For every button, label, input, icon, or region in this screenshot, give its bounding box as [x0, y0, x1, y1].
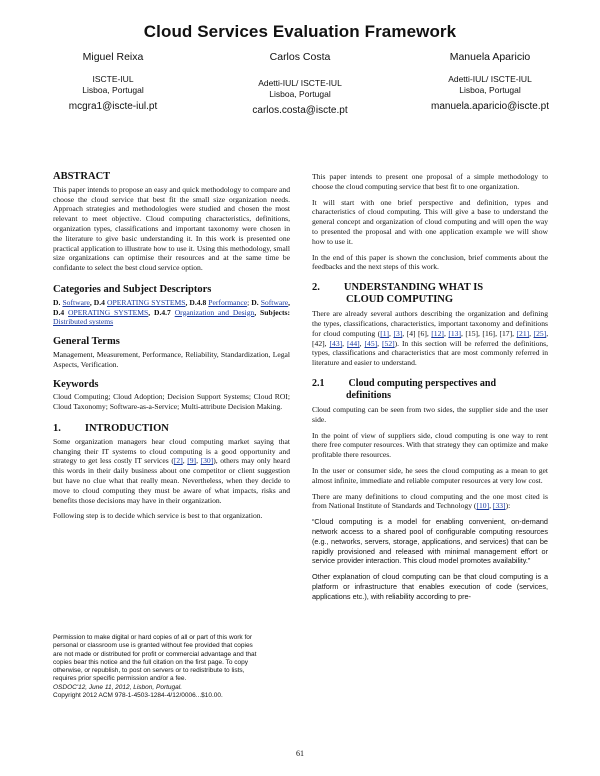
permission-notice: Permission to make digital or hard copies of all or part of this work for personal or classroom use is granted without fee provided that copies are not made or distributed for profit or commercial advantage and that copies bear this notice and the full citation on the first page. To copy otherwise, or republish, to post on servers or to redistribute to lists, requires prior specific permission and/or a fee. OSDOC'12, June 11, 2012, Lisbon, Portugal. Copyright 2012 ACM 978-1-4503-1284-4/12/0006...$10.00.	[53, 634, 290, 700]
author-affiliation: ISCTE-IUL	[92, 74, 134, 84]
citation-link[interactable]: [9]	[187, 456, 197, 466]
left-column	[53, 172, 290, 527]
citation-link[interactable]: [30]	[200, 456, 214, 466]
citation-link[interactable]: [12]	[431, 328, 444, 338]
category-link[interactable]: OPERATING SYSTEMS	[68, 307, 149, 317]
author-affiliation: Adetti-IUL/ ISCTE-IUL	[448, 74, 532, 84]
category-link[interactable]: Distributed systems	[53, 317, 114, 327]
body-paragraph: There are already several authors describing the organization and defining the types, classifications, characteristics, important taxonomy and definitions for cloud computing ([1], [3], [4] [6], [12], [13], [15], [16], [17], [21], [25], [42], [43], [44], [45], [52]). In this section will be referred the definitions, types, classifications and characteristics that are most commonly referred in literature and easier to understand.	[312, 309, 549, 368]
categories-text: D. Software, D.4 OPERATING SYSTEMS, D.4.8 Performance; D. Software, D.4 OPERATING SYSTEMS, D.4.7 Organization and Design, Subjects: Distributed systems	[53, 297, 291, 327]
author-name: Carlos Costa	[269, 51, 331, 63]
abstract-text: This paper intends to propose an easy and quick methodology to compare and choose the cloud service that best fit the small size organization needs. Approach strategies and methodologies were studied and chosen the most relevant to meet objective. Cloud computing characteristics, definitions, organization types, classifications and important taxonomy were chosen in the literature to give basic understanding it. In this work is presented one practical application to illustrate how to use it. Using this methodology, small size organizations can optimise their resources and at the same time be confidante to select the best cloud service option.	[53, 184, 290, 273]
citation-link[interactable]: [1]	[380, 328, 390, 338]
author-name: Manuela Aparicio	[449, 51, 531, 63]
citation-link[interactable]: [45]	[364, 338, 378, 348]
citation-link[interactable]: [10]	[476, 501, 490, 511]
author-location: Lisboa, Portugal	[82, 85, 144, 95]
body-paragraph: There are many definitions to cloud computing and the one most cited is from National Institute of Standards and Technology ([10], [33]):	[312, 491, 548, 511]
category-link[interactable]: OPERATING SYSTEMS	[107, 297, 186, 307]
categories-heading: Categories and Subject Descriptors	[53, 283, 212, 295]
category-link[interactable]: Software	[260, 297, 289, 307]
abstract-heading: ABSTRACT	[53, 171, 111, 182]
keywords-heading: Keywords	[53, 378, 99, 390]
citation-link[interactable]: [2]	[173, 456, 183, 466]
category-link[interactable]: Organization and Design	[174, 307, 255, 317]
body-paragraph: In the end of this paper is shown the conclusion, brief comments about the feedbacks and the next steps of this work.	[312, 252, 548, 272]
author-block-3	[410, 51, 570, 112]
citation-link[interactable]: [3]	[393, 328, 403, 338]
page-number: 61	[296, 749, 304, 758]
citation-link[interactable]: [33]	[492, 501, 506, 511]
category-link[interactable]: Software	[62, 297, 90, 307]
category-link[interactable]: Performance	[208, 297, 248, 307]
paper-title: Cloud Services Evaluation Framework	[143, 22, 457, 41]
citation-link[interactable]: [44]	[347, 338, 360, 348]
author-email: mcgra1@iscte-iul.pt	[68, 101, 158, 112]
author-block-2	[225, 51, 375, 116]
right-column	[312, 172, 548, 608]
author-location: Lisboa, Portugal	[269, 89, 331, 99]
author-affiliation: Adetti-IUL/ ISCTE-IUL	[258, 78, 342, 88]
author-name: Miguel Reixa	[82, 51, 144, 63]
introduction-heading: 1. INTRODUCTION	[53, 422, 169, 434]
author-location: Lisboa, Portugal	[459, 85, 521, 95]
citation-link[interactable]: [43]	[329, 338, 343, 348]
author-email: carlos.costa@iscte.pt	[252, 105, 348, 116]
author-email: manuela.aparicio@iscte.pt	[431, 101, 549, 112]
citation-link[interactable]: [21]	[516, 328, 530, 338]
citation-link[interactable]: [13]	[448, 328, 461, 338]
body-paragraph: In the point of view of suppliers side, cloud computing is one way to rent there free computer resources. With that strategy they can optimize and make profitable there resources.	[312, 430, 548, 460]
author-block-1	[38, 51, 188, 112]
body-paragraph: Cloud computing can be seen from two sides, the supplier side and the user side.	[312, 404, 548, 424]
body-paragraph: Other explanation of cloud computing can be that cloud computing is a platform or infrastructure that enables execution of code (services, applications etc.), with reliability according to pre-	[312, 572, 548, 601]
copyright: Copyright 2012 ACM 978-1-4503-1284-4/12/0006...$10.00.	[53, 692, 223, 700]
body-paragraph: In the user or consumer side, he sees the cloud computing as a mean to get almost infinite, immediate and reliable computer resources at very low cost.	[312, 465, 548, 485]
section-2-heading: 2. UNDERSTANDING WHAT IS CLOUD COMPUTING	[312, 282, 484, 306]
body-paragraph: It will start with one brief perspective and definition, types and characteristics of cloud computing. This will give a base to understand the general concept and organization of cloud computing and will open the way to presented the proposal and with one application example we will show how to use it.	[312, 197, 548, 246]
section-2-1-heading: 2.1 Cloud computing perspectives and definitions	[312, 377, 497, 401]
introduction-paragraph: Following step is to decide which service is best to that organization.	[53, 511, 263, 521]
introduction-paragraph: Some organization managers hear cloud computing market saying that changing their IT systems to cloud computing is a good opportunity and strategy to get less costly IT services ([2], [9], [30]), others may only heard this words in their daily business about one competitor or client suggestion but have no clue what that really mean. Nevertheless, when they decide to move to cloud computing they must be aware of what impacts, risks and benefits those decisions may have in their organization.	[53, 436, 290, 505]
body-paragraph: This paper intends to present one proposal of a simple methodology to choose the cloud computing service that best fit to one organization.	[312, 172, 548, 191]
definition-quote: “Cloud computing is a model for enabling convenient, on-demand network access to a shared pool of configurable computing resources (e.g., networks, servers, storage, applications, and services) that can be rapidly provisioned and released with minimal management effort or service provider interaction. This cloud model promotes availability.”	[312, 517, 548, 566]
citation-link[interactable]: [25]	[533, 328, 547, 338]
general-terms-heading: General Terms	[53, 336, 120, 348]
keywords-text: Cloud Computing; Cloud Adoption; Decision Support Systems; Cloud ROI; Cloud Taxonomy; Software-as-a-Service; Multi-attribute Decision Making.	[53, 392, 290, 412]
citation-link[interactable]: [52]	[382, 338, 395, 348]
conference-info: OSDOC'12, June 11, 2012, Lisbon, Portugal.	[53, 683, 183, 691]
general-terms-text: Management, Measurement, Performance, Reliability, Standardization, Legal Aspects, Verification.	[53, 349, 290, 369]
